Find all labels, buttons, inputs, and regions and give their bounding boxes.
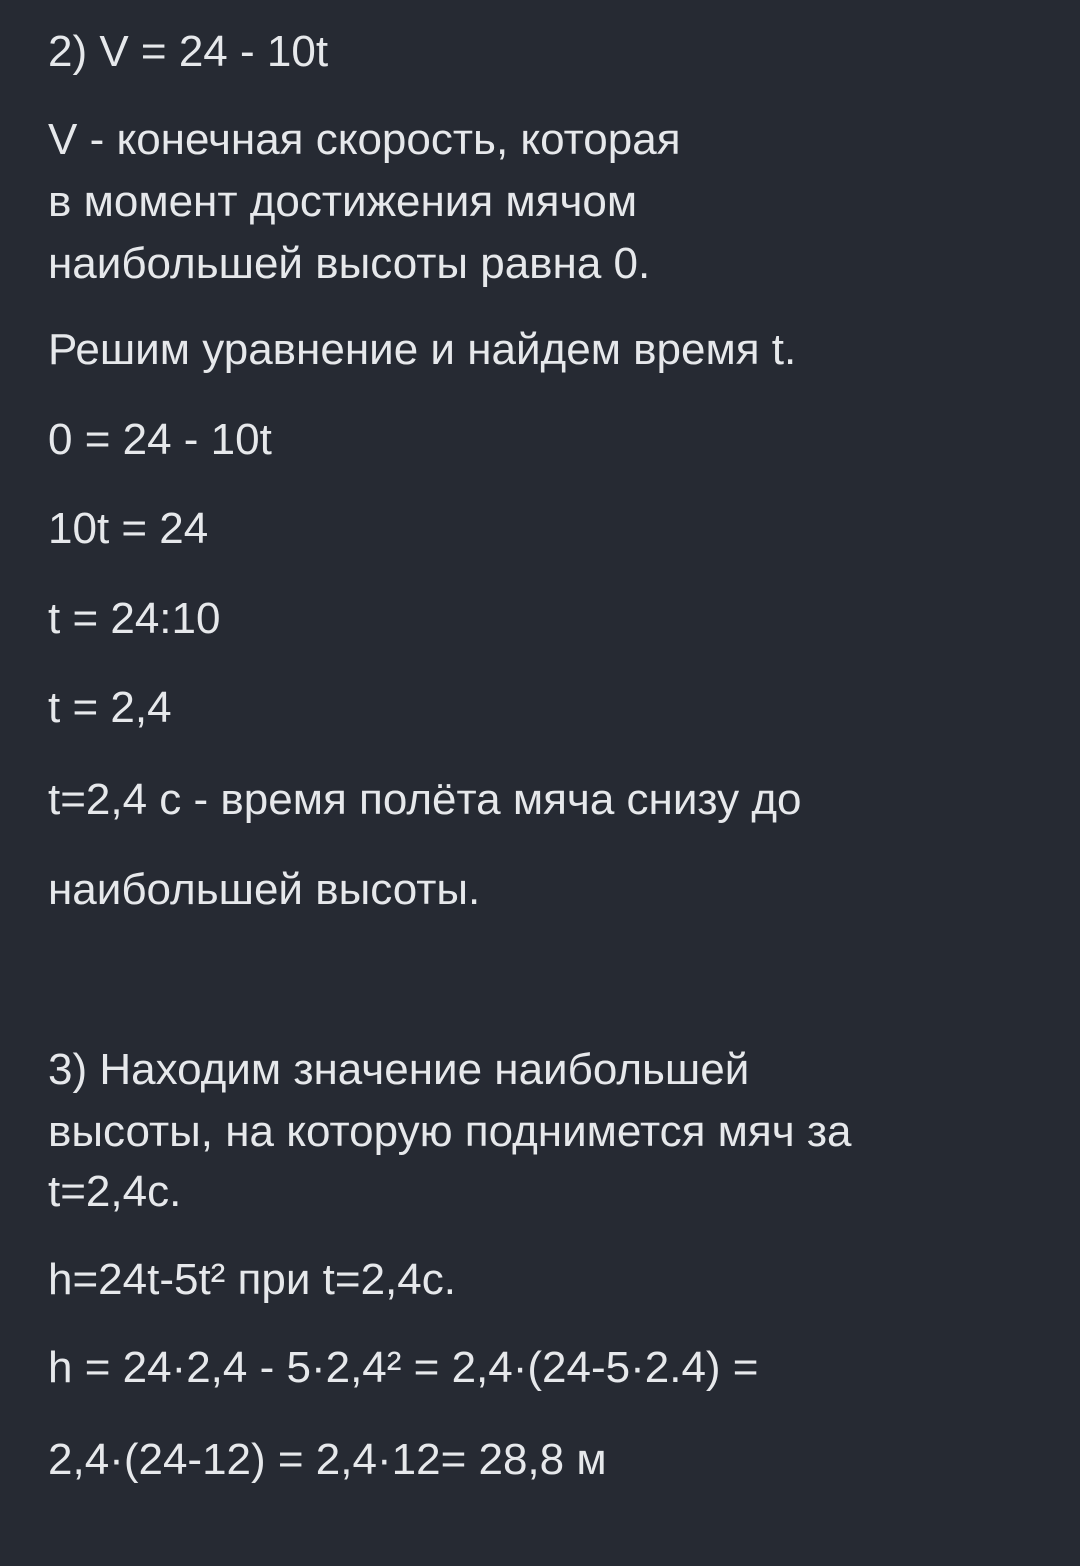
velocity-explanation-line-3: наибольшей высоты равна 0. (48, 239, 651, 288)
equation-line-4: t = 2,4 (48, 683, 172, 732)
height-calculation-line-1: h = 24·2,4 - 5·2,4² = 2,4·(24-5·2.4) = (48, 1343, 759, 1392)
time-conclusion-line-2: наибольшей высоты. (48, 865, 481, 914)
height-calculation-line-2: 2,4·(24-12) = 2,4·12= 28,8 м (48, 1435, 607, 1484)
step-3-line-3: t=2,4c. (48, 1167, 182, 1216)
velocity-explanation-line-1: V - конечная скорость, которая (48, 115, 681, 164)
time-conclusion-line-1: t=2,4 с - время полёта мяча снизу до (48, 775, 802, 824)
height-formula: h=24t-5t² при t=2,4c. (48, 1255, 456, 1304)
equation-line-2: 10t = 24 (48, 504, 209, 553)
equation-line-1: 0 = 24 - 10t (48, 415, 272, 464)
velocity-explanation-line-2: в момент достижения мячом (48, 177, 638, 226)
step-3-line-2: высоты, на которую поднимется мяч за (48, 1107, 852, 1156)
step-2-formula: 2) V = 24 - 10t (48, 27, 329, 76)
equation-line-3: t = 24:10 (48, 594, 221, 643)
solve-instruction: Решим уравнение и найдем время t. (48, 325, 797, 374)
step-3-line-1: 3) Находим значение наибольшей (48, 1045, 750, 1094)
